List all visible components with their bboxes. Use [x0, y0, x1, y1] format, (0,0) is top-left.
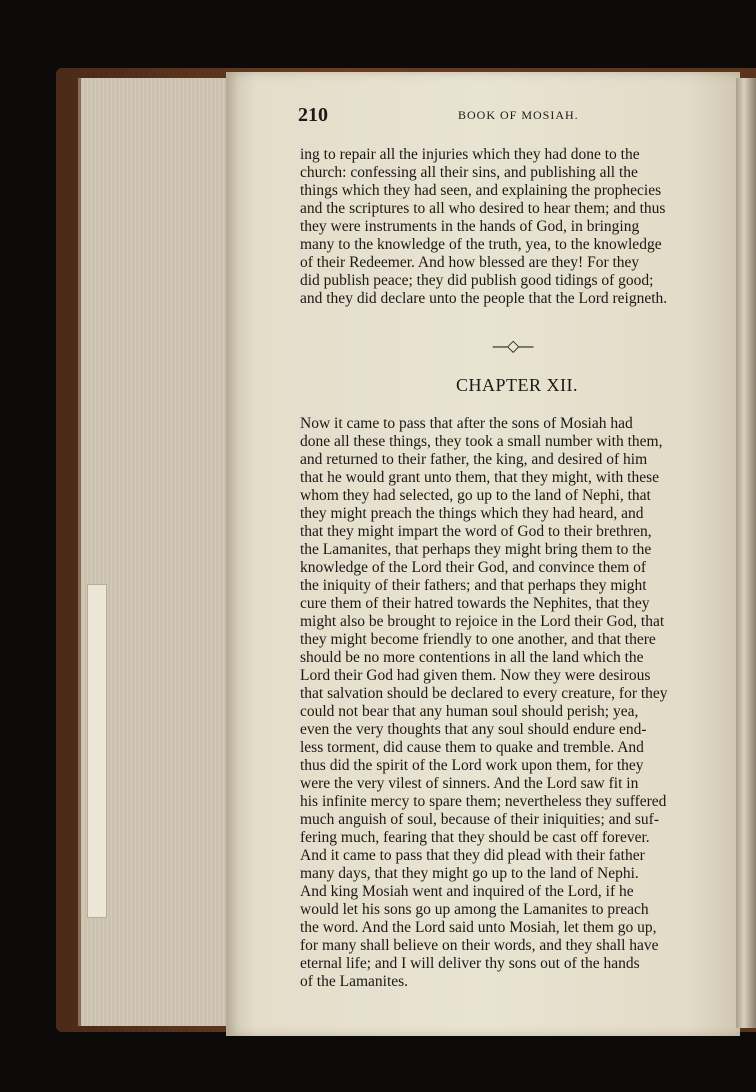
text-line: even the very thoughts that any soul should endure end-: [300, 721, 647, 738]
text-line: that salvation should be declared to every creature, for they: [300, 685, 668, 702]
text-line: Now it came to pass that after the sons of Mosiah had: [300, 415, 633, 432]
text-line: the word. And the Lord said unto Mosiah, let them go up,: [300, 919, 657, 936]
text-line: fering much, fearing that they should be cast off forever.: [300, 829, 650, 846]
text-line: that he would grant unto them, that they might, with these: [300, 469, 660, 486]
text-line: And king Mosiah went and inquired of the Lord, if he: [300, 883, 634, 900]
text-line: for many shall believe on their words, and they shall have: [300, 937, 659, 954]
page-header: [298, 104, 728, 134]
text-line: did publish peace; they did publish good tidings of good;: [300, 272, 654, 289]
text-line: should be no more contentions in all the land which the: [300, 649, 644, 666]
text-line: would let his sons go up among the Lamanites to preach: [300, 901, 649, 918]
text-line: Lord their God had given them. Now they were desirous: [300, 667, 651, 684]
text-line: they might become friendly to one another, and that there: [300, 631, 656, 648]
text-line: knowledge of the Lord their God, and convince them of: [300, 559, 647, 576]
text-line: less torment, did cause them to quake and tremble. And: [300, 739, 644, 756]
text-line: they might preach the things which they had heard, and: [300, 505, 644, 522]
text-line: of their Redeemer. And how blessed are they! For they: [300, 254, 640, 271]
section-ornament: —◇—: [492, 336, 534, 355]
text-line: much anguish of soul, because of their iniquities; and suf-: [300, 811, 660, 828]
page-number: 210: [298, 104, 328, 126]
text-line: eternal life; and I will deliver thy sons out of the hands: [300, 955, 640, 972]
text-line: ing to repair all the injuries which they had done to the: [300, 146, 640, 163]
text-line: might also be brought to rejoice in the Lord their God, that: [300, 613, 665, 630]
text-line: whom they had selected, go up to the land of Nephi, that: [300, 487, 651, 504]
text-line: church: confessing all their sins, and publishing all the: [300, 164, 638, 181]
text-line: and returned to their father, the king, and desired of him: [300, 451, 648, 468]
text-line: they were instruments in the hands of God, in bringing: [300, 218, 640, 235]
bookmark-slip: [88, 585, 106, 917]
text-line: many to the knowledge of the truth, yea, to the knowledge: [300, 236, 662, 253]
text-line: and the scriptures to all who desired to hear them; and thus: [300, 200, 666, 217]
text-line: that they might impart the word of God to their brethren,: [300, 523, 652, 540]
text-line: the iniquity of their fathers; and that perhaps they might: [300, 577, 647, 594]
facing-page-edge: [736, 78, 756, 1028]
text-line: could not bear that any human soul should perish; yea,: [300, 703, 639, 720]
text-line: thus did the spirit of the Lord work upon them, for they: [300, 757, 644, 774]
text-line: And it came to pass that they did plead with their father: [300, 847, 645, 864]
running-head: BOOK OF MOSIAH.: [458, 108, 579, 122]
text-line: and they did declare unto the people that the Lord reigneth.: [300, 290, 668, 307]
text-line: his infinite mercy to spare them; nevertheless they suffered: [300, 793, 667, 810]
text-line: many days, that they might go up to the land of Nephi.: [300, 865, 639, 882]
text-line: were the very vilest of sinners. And the Lord saw fit in: [300, 775, 639, 792]
text-line: the Lamanites, that perhaps they might bring them to the: [300, 541, 652, 558]
text-line: of the Lamanites.: [300, 973, 409, 990]
text-line: done all these things, they took a small number with them,: [300, 433, 663, 450]
text-line: cure them of their hatred towards the Nephites, that they: [300, 595, 650, 612]
chapter-title: CHAPTER XII.: [456, 375, 578, 395]
text-line: things which they had seen, and explaining the prophecies: [300, 182, 662, 199]
